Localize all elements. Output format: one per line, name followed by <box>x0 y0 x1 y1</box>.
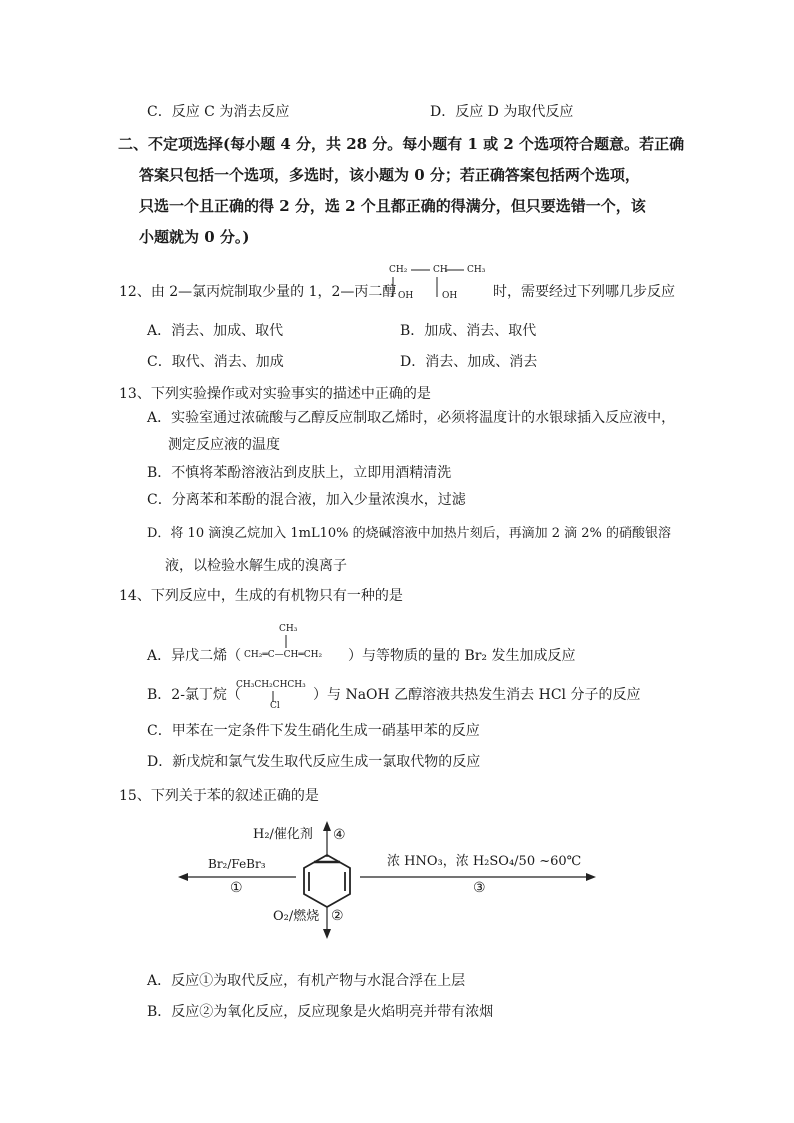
diagram-label-h2: H₂/催化剂 <box>253 827 313 842</box>
q13-option-b: B．不慎将苯酚溶液沾到皮肤上，立即用酒精清洗 <box>147 465 452 481</box>
q13-option-d-line2: 液，以检验水解生成的溴离子 <box>165 558 347 574</box>
q12-formula-c3: CH₃ <box>467 265 486 275</box>
diagram-label-o2: O₂/燃烧 <box>273 909 320 924</box>
section2-line4: 小题就为 0 分。) <box>139 228 250 246</box>
q11-option-d: D．反应 D 为取代反应 <box>430 104 574 120</box>
q13-option-c: C．分离苯和苯酚的混合液，加入少量浓溴水，过滤 <box>147 492 466 508</box>
q14-option-a-pre: A．异戊二烯（ <box>147 648 242 664</box>
q14-option-d: D．新戊烷和氯气发生取代反应生成一氯取代物的反应 <box>147 754 481 770</box>
q15-option-b: B．反应②为氧化反应，反应现象是火焰明亮并带有浓烟 <box>147 1004 494 1020</box>
q12-formula-c1: CH₂ <box>389 265 408 275</box>
q13-option-a-line1: A．实验室通过浓硫酸与乙醇反应制取乙烯时，必须将温度计的水银球插入反应液中， <box>147 410 676 426</box>
q14-isoprene-branch-bond <box>278 634 298 650</box>
q12-stem-end: 时，需要经过下列哪几步反应 <box>493 284 675 300</box>
diagram-label-br2: Br₂/FeBr₃ <box>208 857 266 871</box>
q14-option-b-pre: B．2-氯丁烷（ <box>147 687 241 703</box>
diagram-num-4: ④ <box>333 827 346 843</box>
q12-stem-start: 12、由 2—氯丙烷制取少量的 1，2—丙二醇 <box>119 284 397 300</box>
q11-option-c: C．反应 C 为消去反应 <box>147 104 290 120</box>
section2-line3: 只选一个且正确的得 2 分，选 2 个且都正确的得满分，但只要选错一个，该 <box>139 197 646 215</box>
q14-isoprene-formula: CH₂═C—CH═CH₂ <box>244 650 323 660</box>
q12-formula-c2: CH <box>433 265 448 275</box>
q12-formula-oh2: OH <box>442 291 458 301</box>
q12-option-a: A．消去、加成、取代 <box>147 323 284 339</box>
q13-option-d-line1: D．将 10 滴溴乙烷加入 1mL10% 的烧碱溶液中加热片刻后，再滴加 2 滴 2% 的硝酸银溶 <box>147 526 672 541</box>
diagram-num-3: ③ <box>473 880 486 896</box>
q14-isoprene-methyl: CH₃ <box>279 624 298 634</box>
q12-option-b: B．加成、消去、取代 <box>400 323 537 339</box>
q14-stem: 14、下列反应中，生成的有机物只有一种的是 <box>119 588 403 604</box>
q12-formula-oh1: OH <box>398 291 414 301</box>
q13-stem: 13、下列实验操作或对实验事实的描述中正确的是 <box>119 386 431 402</box>
q12-option-d: D．消去、加成、消去 <box>400 354 538 370</box>
q14-chlorobutane-cl: Cl <box>270 701 280 711</box>
diagram-label-nitration: 浓 HNO₃，浓 H₂SO₄/50 ~60℃ <box>387 854 582 869</box>
section2-line1: 二、不定项选择(每小题 4 分，共 28 分。每小题有 1 或 2 个选项符合题意。若正确 <box>118 135 685 153</box>
q14-option-c: C．甲苯在一定条件下发生硝化生成一硝基甲苯的反应 <box>147 723 480 739</box>
section2-line2: 答案只包括一个选项，多选时，该小题为 0 分；若正确答案包括两个选项， <box>139 166 640 184</box>
q15-stem: 15、下列关于苯的叙述正确的是 <box>119 788 319 804</box>
q14-option-a-post: ）与等物质的量的 Br₂ 发生加成反应 <box>348 648 576 664</box>
q14-chlorobutane-formula: CH₃CH₂CHCH₃ <box>236 680 306 690</box>
diagram-num-2: ② <box>331 908 344 924</box>
q12-option-c: C．取代、消去、加成 <box>147 354 284 370</box>
diagram-num-1: ① <box>230 880 243 896</box>
q14-option-b-post: ）与 NaOH 乙醇溶液共热发生消去 HCl 分子的反应 <box>313 687 641 703</box>
q15-option-a: A．反应①为取代反应，有机产物与水混合浮在上层 <box>147 973 466 989</box>
q13-option-a-line2: 测定反应液的温度 <box>168 437 280 453</box>
